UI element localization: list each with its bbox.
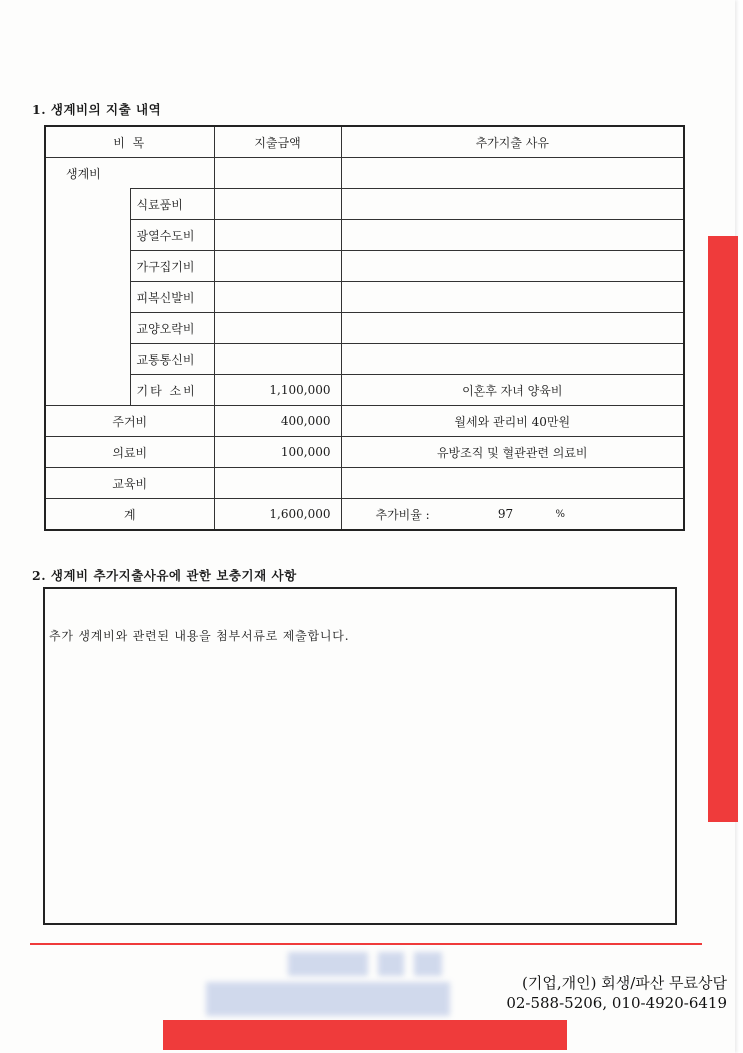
expense-table (44, 125, 685, 531)
header-amount: 지출금액 (214, 126, 341, 158)
cell-reason: 월세와 관리비 40만원 (341, 406, 684, 437)
cell-reason (341, 251, 684, 282)
header-reason: 추가지출 사유 (341, 126, 684, 158)
ratio-label: 추가비율 : (375, 507, 430, 522)
row-label: 교육비 (45, 468, 214, 499)
total-label: 계 (45, 499, 214, 531)
cell-reason (341, 189, 684, 220)
cell-amount (214, 282, 341, 313)
footer-phone-text: 02-588-5206, 010-4920-6419 (506, 994, 727, 1012)
table-row (45, 282, 684, 313)
sub-label: 광열수도비 (130, 220, 214, 251)
blurred-name (206, 982, 450, 1016)
section2-title: 2. 생계비 추가지출사유에 관한 보충기재 사항 (32, 568, 297, 583)
living-group-label: 생계비 (45, 158, 214, 189)
red-side-bar (708, 236, 738, 822)
cell-reason (341, 344, 684, 375)
sub-label: 교양오락비 (130, 313, 214, 344)
table-row (45, 437, 684, 468)
sub-label: 가구집기비 (130, 251, 214, 282)
sub-label: 교통통신비 (130, 344, 214, 375)
cell-amount: 400,000 (214, 406, 341, 437)
table-row (45, 375, 684, 406)
table-row (45, 468, 684, 499)
total-amount: 1,600,000 (214, 499, 341, 531)
table-row (45, 220, 684, 251)
sub-label: 기타 소비 (130, 375, 214, 406)
footer-consult-text: (기업,개인) 회생/파산 무료상담 (522, 974, 727, 992)
cell-amount (214, 313, 341, 344)
ratio-cell (341, 499, 684, 531)
cell-amount: 1,100,000 (214, 375, 341, 406)
cell-reason (341, 282, 684, 313)
cell-reason: 유방조직 및 혈관관련 의료비 (341, 437, 684, 468)
cell-amount (214, 468, 341, 499)
table-row (45, 313, 684, 344)
section1-title: 1. 생계비의 지출 내역 (32, 102, 162, 117)
table-row (45, 251, 684, 282)
supplement-note-box (43, 587, 677, 925)
sub-label: 식료품비 (130, 189, 214, 220)
cell-reason: 이혼후 자녀 양육비 (341, 375, 684, 406)
cell-amount (214, 344, 341, 375)
cell-amount: 100,000 (214, 437, 341, 468)
table-header-row (45, 126, 684, 158)
blurred-logo (414, 952, 442, 976)
red-bottom-bar (163, 1020, 567, 1050)
cell-amount (214, 220, 341, 251)
cell-reason (341, 313, 684, 344)
ratio-unit: % (555, 508, 566, 520)
row-label: 의료비 (45, 437, 214, 468)
table-row (45, 406, 684, 437)
cell-amount (214, 251, 341, 282)
living-group-spacer (45, 189, 130, 406)
table-row (45, 158, 684, 189)
cell-reason (341, 158, 684, 189)
supplement-note-text: 추가 생계비와 관련된 내용을 첨부서류로 제출합니다. (49, 629, 350, 643)
blurred-logo (288, 952, 368, 976)
cell-amount (214, 158, 341, 189)
table-row (45, 189, 684, 220)
cell-reason (341, 468, 684, 499)
blurred-logo (378, 952, 404, 976)
ratio-value: 97 (497, 507, 514, 521)
total-row (45, 499, 684, 531)
row-label: 주거비 (45, 406, 214, 437)
cell-reason (341, 220, 684, 251)
red-divider-line (30, 943, 702, 945)
cell-amount (214, 189, 341, 220)
header-item: 비 목 (45, 126, 214, 158)
sub-label: 피복신발비 (130, 282, 214, 313)
table-row (45, 344, 684, 375)
